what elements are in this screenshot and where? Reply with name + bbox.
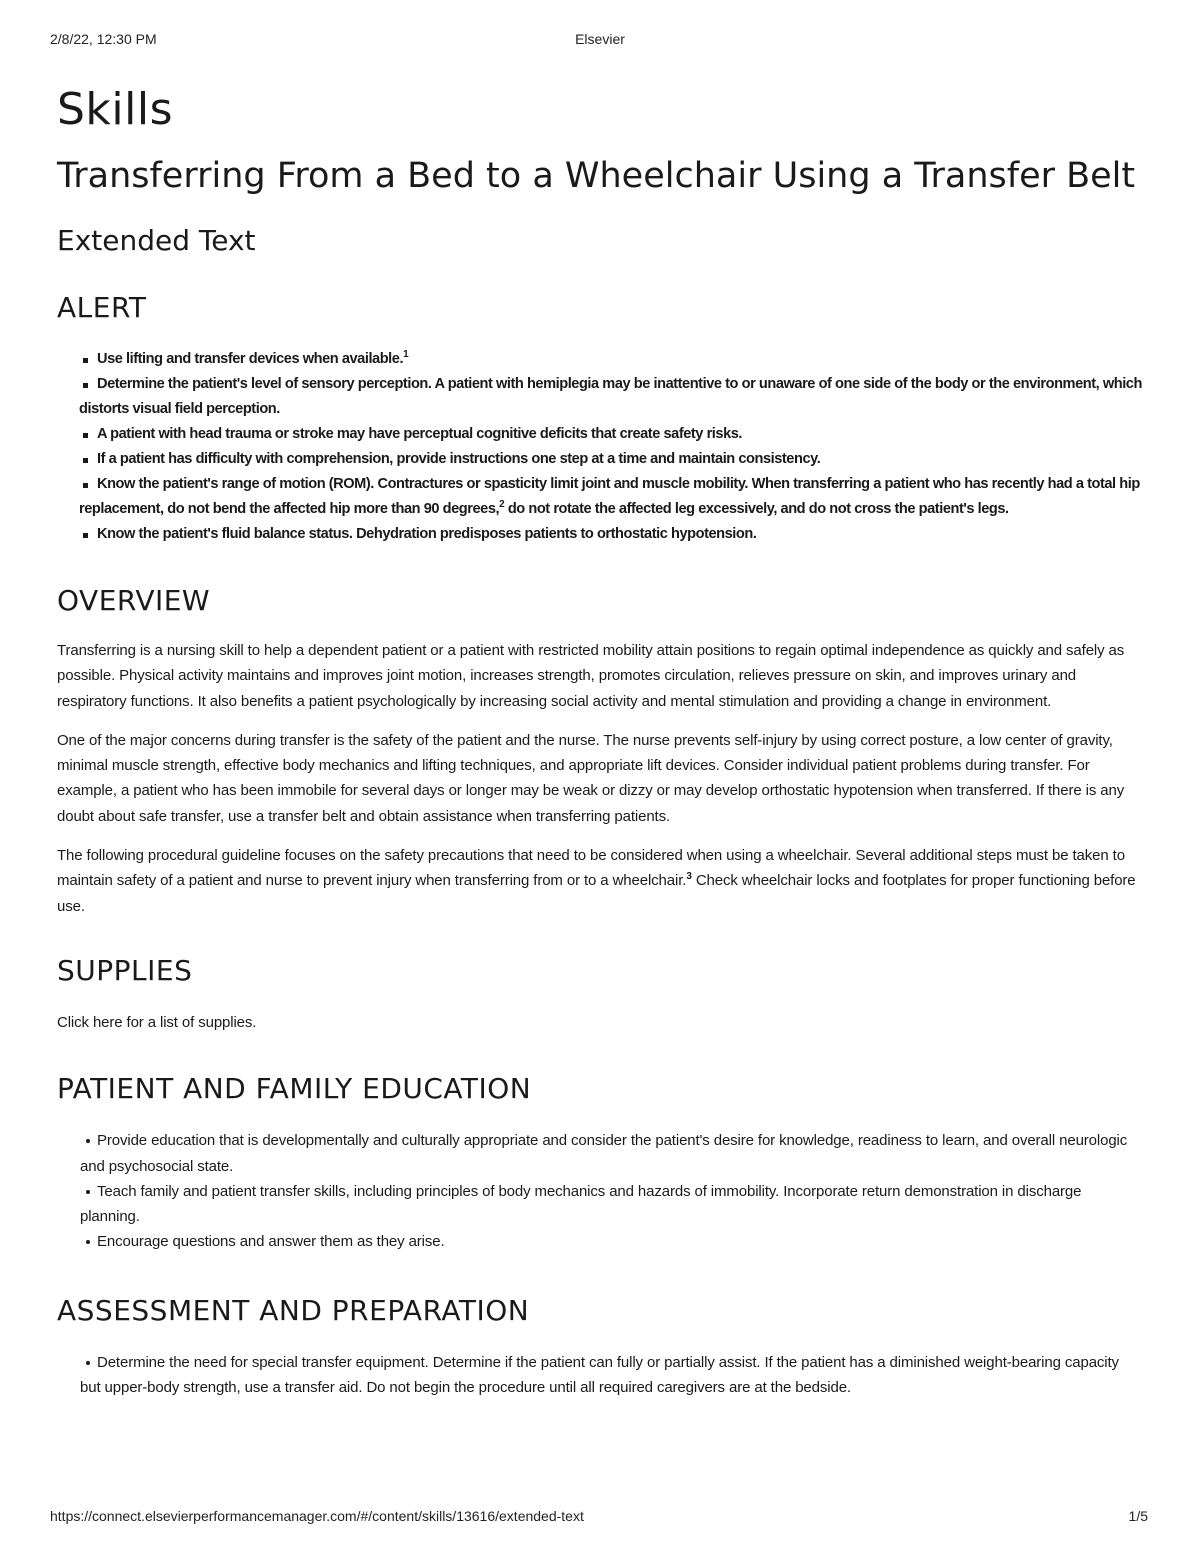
overview-heading: OVERVIEW bbox=[57, 584, 211, 617]
print-url: https://connect.elsevierperformancemanager.com/#/content/skills/13616/extended-text bbox=[50, 1508, 584, 1524]
alert-item: Know the patient's fluid balance status. Dehydration predisposes patients to orthostatic hypotension. bbox=[79, 522, 1142, 547]
assessment-list bbox=[57, 1350, 1142, 1401]
print-datetime: 2/8/22, 12:30 PM bbox=[50, 31, 157, 47]
alert-item: Determine the patient's level of sensory perception. A patient with hemiplegia may be inattentive to or unaware of one side of the body or the environment, which distorts visual field perception. bbox=[79, 372, 1142, 422]
alert-item: A patient with head trauma or stroke may have perceptual cognitive deficits that create safety risks. bbox=[79, 422, 1142, 447]
alert-item: Use lifting and transfer devices when available.$^1$ bbox=[79, 347, 1142, 372]
alert-heading: ALERT bbox=[57, 291, 147, 324]
supplies-heading: SUPPLIES bbox=[57, 953, 193, 987]
document-body bbox=[57, 80, 1142, 1400]
education-item: Encourage questions and answer them as they arise. bbox=[57, 1229, 1142, 1254]
print-site-name: Elsevier bbox=[575, 31, 625, 47]
education-item: Teach family and patient transfer skills, including principles of body mechanics and hazards of immobility. Incorporate return demonstration in discharge planning. bbox=[57, 1179, 1142, 1230]
extended-text-heading: Extended Text bbox=[57, 224, 256, 257]
education-heading: PATIENT AND FAMILY EDUCATION bbox=[57, 1072, 532, 1106]
page-number: 1/5 bbox=[1128, 1508, 1148, 1524]
assessment-item: Determine the need for special transfer equipment. Determine if the patient can fully or partially assist. If the patient has a diminished weight-bearing capacity but upper-body strength, use a transfer aid. Do not begin the procedure until all required caregivers are at the bedside. bbox=[57, 1350, 1142, 1401]
page-title: Skills bbox=[57, 84, 174, 135]
overview-paragraph: Transferring is a nursing skill to help a dependent patient or a patient with restricted mobility attain positions to regain optimal independence as quickly and safely as possible. Physical activity maintains and improves joint motion, increases strength, promotes circulation, relieves pressure on skin, and improves urinary and respiratory functions. It also benefits a patient psychologically by increasing social activity and mental stimulation and providing a change in environment. bbox=[57, 642, 1125, 710]
overview-paragraph: One of the major concerns during transfer is the safety of the patient and the nurse. The nurse prevents self-injury by using correct posture, a low center of gravity, minimal muscle strength, effective body mechanics and lifting techniques, and appropriate lift devices. Consider individual patient problems during transfer. For example, a patient who has been immobile for several days or longer may be weak or dizzy or may develop orthostatic hypotension when transferred. If there is any doubt about safe transfer, use a transfer belt and obtain assistance when transferring patients. bbox=[57, 731, 1125, 825]
education-list bbox=[57, 1128, 1142, 1254]
assessment-heading: ASSESSMENT AND PREPARATION bbox=[57, 1293, 530, 1327]
footnote-ref[interactable]: 1 bbox=[403, 349, 409, 361]
alert-item: If a patient has difficulty with comprehension, provide instructions one step at a time and maintain consistency. bbox=[79, 447, 1142, 472]
education-item: Provide education that is developmentally and culturally appropriate and consider the patient's desire for knowledge, readiness to learn, and overall neurologic and psychosocial state. bbox=[57, 1128, 1142, 1179]
alert-item: Know the patient's range of motion (ROM). Contractures or spasticity limit joint and muscle mobility. When transferring a patient who has recently had a total hip replacement, do not bend the affected hip more than 90 degrees,$^2$ do not rotate the affected leg excessively, and do not cross the patient's legs. bbox=[79, 472, 1142, 522]
alert-list bbox=[79, 347, 1142, 547]
footnote-ref[interactable]: 3 bbox=[686, 871, 692, 883]
overview-paragraph: The following procedural guideline focuses on the safety precautions that need to be considered when using a wheelchair. Several additional steps must be taken to maintain safety of a patient and nurse to prevent injury when transferring from or to a wheelchair.$^3$ Check wheelchair locks and footplates for proper functioning before use. bbox=[57, 847, 1136, 915]
skill-title: Transferring From a Bed to a Wheelchair Using a Transfer Belt bbox=[57, 156, 1136, 196]
footnote-ref[interactable]: 2 bbox=[499, 499, 505, 511]
supplies-link[interactable]: Click here for a list of supplies. bbox=[57, 1013, 257, 1031]
